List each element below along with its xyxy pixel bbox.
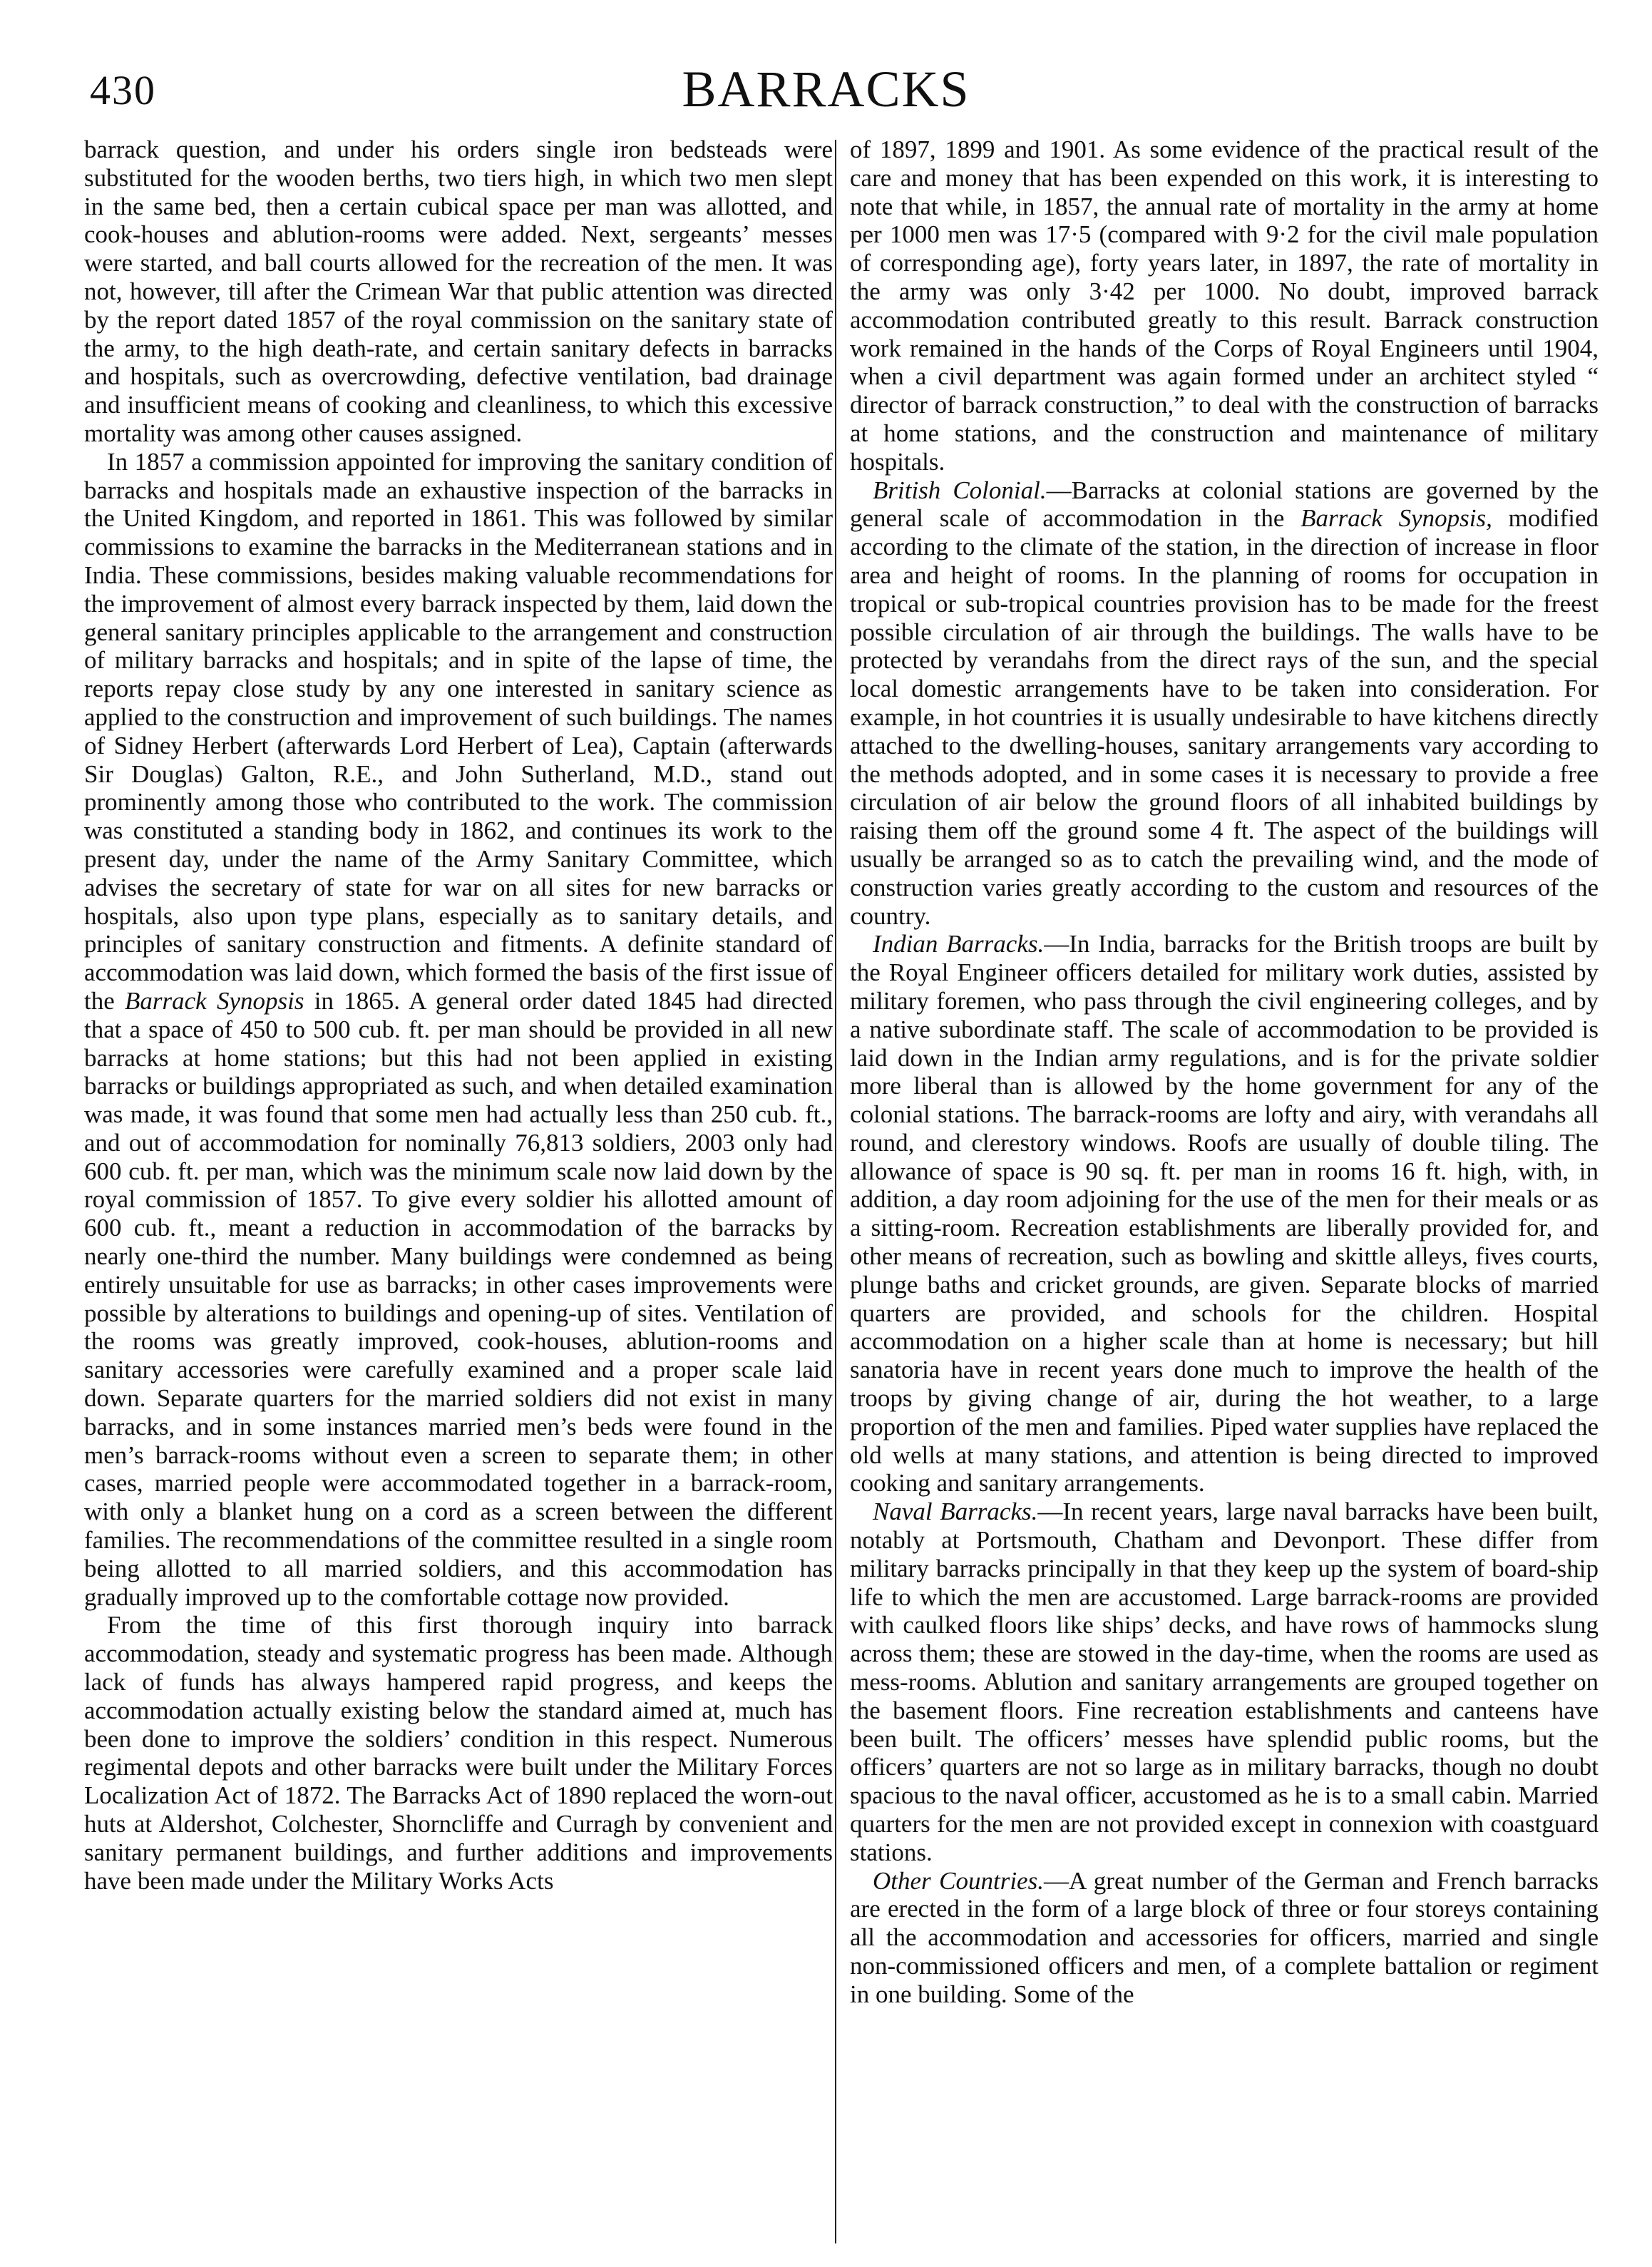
right-column [850,135,1599,2246]
side-heading: Naval Barracks. [873,1498,1038,1526]
section-naval-barracks: Naval Barracks.—In recent years, large naval barracks have been built, notably at Portsmouth, Chatham and Devonport. These differ from military barracks principally in that they keep up the system of board-ship life to which the men are accustomed. Large barrack-rooms are provided with caulked floors like ships’ decks, and have rows of hammocks slung across them; these are stowed in the day-time, when the rooms are used as mess-rooms. Ablution and sanitary arrangements are grouped together on the basement floors. Fine recreation establishments and canteens have been built. The officers’ messes have splendid public rooms, but the officers’ quarters are not so large as in military barracks, though no doubt spacious to the naval officer, accustomed as he is to a small cabin. Married quarters for the men are not provided except in connexion with coastguard stations. [850,1498,1599,1866]
side-heading: Other Countries. [873,1866,1044,1895]
column-divider [835,140,836,2243]
side-heading: Indian Barracks. [873,930,1045,958]
italic-title: Barrack Synopsis [125,986,304,1015]
page-number: 430 [90,67,156,113]
page-title: BARRACKS [682,61,970,118]
italic-title: Barrack Synopsis, [1300,504,1492,533]
page-header [0,0,1652,135]
section-indian-barracks: Indian Barracks.—In India, barracks for the British troops are built by the Royal Engineer officers detailed for military work duties, assisted by military foremen, who pass through the civil engineering colleges, and by a native subordinate staff. The scale of accommodation to be provided is laid down in the Indian army regulations, and is for the private soldier more liberal than is allowed by the home government for any of the colonial stations. The barrack-rooms are lofty and airy, with verandahs all round, and clerestory windows. Roofs are usually of double tiling. The allowance of space is 90 sq. ft. per man in rooms 16 ft. high, with, in addition, a day room adjoining for the use of the men for their meals or as a sitting-room. Recreation establishments are liberally provided for, and other means of recreation, such as bowling and skittle alleys, fives courts, plunge baths and cricket grounds, are given. Separate blocks of married quarters are provided, and schools for the children. Hospital accommodation on a higher scale than at home is necessary; but hill sanatoria have in recent years done much to improve the health of the troops by giving change of air, during the hot weather, to a large proportion of the men and families. Piped water supplies have replaced the old wells at many stations, and attention is being directed to improved cooking and sanitary arrangements. [850,930,1599,1498]
left-column [84,135,833,2246]
section-british-colonial: British Colonial.—Barracks at colonial stations are governed by the general scale of accommodation in the Barrack Synopsis, modified according to the climate of the station, in the direction of increase in floor area and height of rooms. In the planning of rooms for occupation in tropical or sub-tropical countries provision has to be made for the freest possible circulation of air through the buildings. The walls have to be protected by verandahs from the direct rays of the sun, and the special local domestic arrangements have to be taken into consideration. For example, in hot countries it is usually undesirable to have kitchens directly attached to the dwelling-houses, sanitary arrangements vary according to the methods adopted, and in some cases it is necessary to provide a free circulation of air below the ground floors of all inhabited buildings by raising them off the ground some 4 ft. The aspect of the buildings will usually be arranged so as to catch the prevailing wind, and the mode of construction varies greatly according to the custom and resources of the country. [850,476,1599,930]
section-other-countries: Other Countries.—A great number of the German and French barracks are erected in the form of a large block of three or four storeys containing all the accommodation and accessories for officers, married and single non-commissioned officers and men, of a complete battalion or regiment in one building. Some of the [850,1866,1599,2008]
paragraph: In 1857 a commission appointed for improving the sanitary condition of barracks and hospitals made an exhaustive inspection of the barracks in the United Kingdom, and reported in 1861. This was followed by similar commissions to examine the barracks in the Mediterranean stations and in India. These commissions, besides making valuable recommendations for the improvement of almost every barrack inspected by them, laid down the general sanitary principles applicable to the arrangement and construction of military barracks and hospitals; and in spite of the lapse of time, the reports repay close study by any one interested in sanitary science as applied to the construction and improvement of such buildings. The names of Sidney Herbert (afterwards Lord Herbert of Lea), Captain (afterwards Sir Douglas) Galton, R.E., and John Sutherland, M.D., stand out prominently among those who contributed to the work. The commission was constituted a standing body in 1862, and continues its work to the present day, under the name of the Army Sanitary Committee, which advises the secretary of state for war on all sites for new barracks or hospitals, also upon type plans, especially as to sanitary details, and principles of sanitary construction and fitments. A definite standard of accommodation was laid down, which formed the basis of the first issue of the Barrack Synopsis in 1865. A general order dated 1845 had directed that a space of 450 to 500 cub. ft. per man should be provided in all new barracks at home stations; but this had not been applied in existing barracks or buildings appropriated as such, and when detailed examination was made, it was found that some men had actually less than 250 cub. ft., and out of accommodation for nominally 76,813 soldiers, 2003 only had 600 cub. ft. per man, which was the minimum scale now laid down by the royal commission of 1857. To give every soldier his allotted amount of 600 cub. ft., meant a reduction in accommodation of the barracks by nearly one-third the number. Many buildings were condemned as being entirely unsuitable for use as barracks; in other cases improvements were possible by alterations to buildings and opening-up of sites. Ventilation of the rooms was greatly improved, cook-houses, ablution-rooms and sanitary accessories were carefully examined and a proper scale laid down. Separate quarters for the married soldiers did not exist in many barracks, and in some instances married men’s beds were found in the men’s barrack-rooms without even a screen to separate them; in other cases, married people were accommodated together in a barrack-room, with only a blanket hung on a cord as a screen between the different families. The recommendations of the committee resulted in a single room being allotted to all married soldiers, and this accommodation has gradually improved up to the comfortable cottage now provided. [84,447,833,1611]
paragraph: of 1897, 1899 and 1901. As some evidence of the practical result of the care and money that has been expended on this work, it is interesting to note that while, in 1857, the annual rate of mortality in the army at home per 1000 men was 17·5 (compared with 9·2 for the civil male population of corresponding age), forty years later, in 1897, the rate of mortality in the army was only 3·42 per 1000. No doubt, improved barrack accommodation contributed greatly to this result. Barrack construction work remained in the hands of the Corps of Royal Engineers until 1904, when a civil department was again formed under an architect styled “ director of barrack construction,” to deal with the construction of barracks at home stations, and the construction and maintenance of military hospitals. [850,135,1599,476]
paragraph: From the time of this first thorough inquiry into barrack accommodation, steady and systematic progress has been made. Although lack of funds has always hampered rapid progress, and keeps the accommodation actually existing below the standard aimed at, much has been done to improve the soldiers’ condition in this respect. Numerous regimental depots and other barracks were built under the Military Forces Localization Act of 1872. The Barracks Act of 1890 replaced the worn-out huts at Aldershot, Colchester, Shorncliffe and Curragh by convenient and sanitary permanent buildings, and further additions and improvements have been made under the Military Works Acts [84,1611,833,1895]
side-heading: British Colonial. [873,476,1047,504]
paragraph: barrack question, and under his orders single iron bedsteads were substituted for the wooden berths, two tiers high, in which two men slept in the same bed, then a certain cubical space per man was allotted, and cook-houses and ablution-rooms were added. Next, sergeants’ messes were started, and ball courts allowed for the recreation of the men. It was not, however, till after the Crimean War that public attention was directed by the report dated 1857 of the royal commission on the sanitary state of the army, to the high death-rate, and certain sanitary defects in barracks and hospitals, such as overcrowding, defective ventilation, bad drainage and insufficient means of cooking and cleanliness, to which this excessive mortality was among other causes assigned. [84,135,833,447]
